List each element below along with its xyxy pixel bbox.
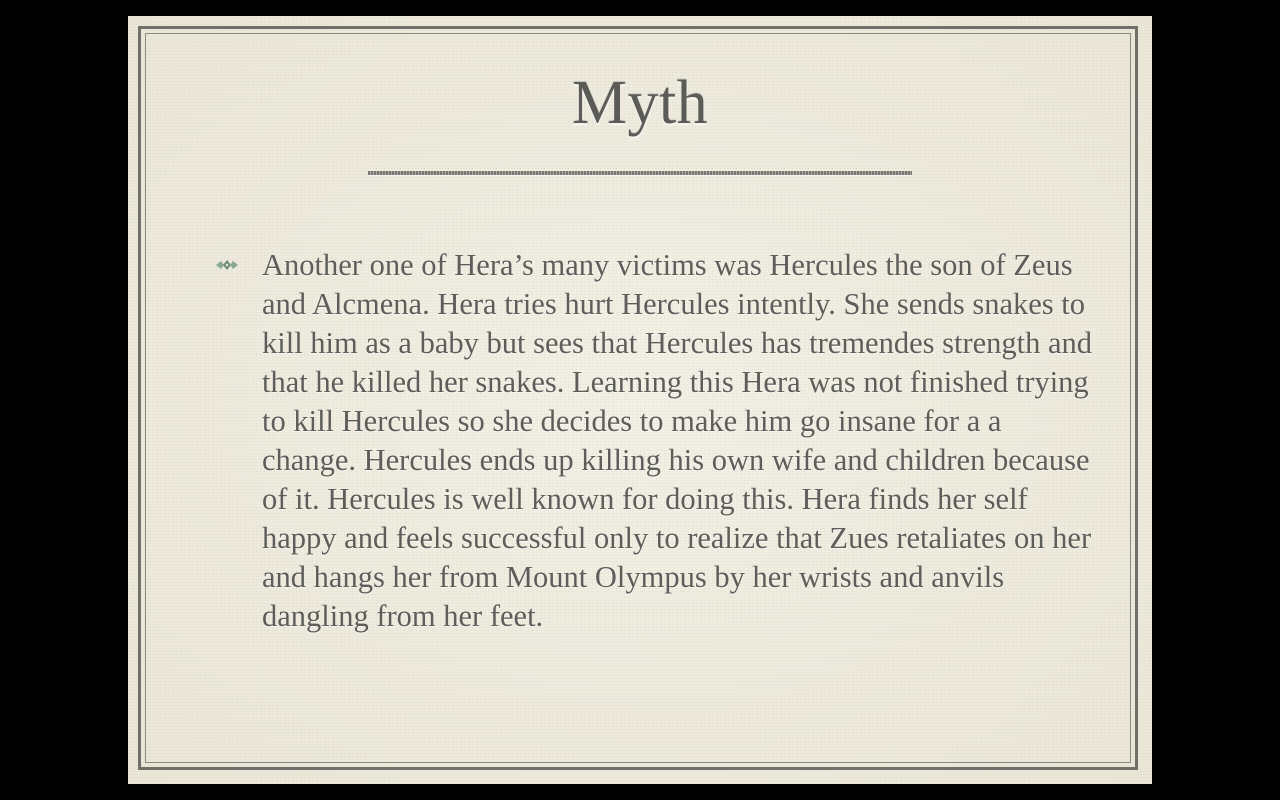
- bullet-item: [216, 246, 1096, 636]
- bullet-text: Another one of Hera’s many victims was Hercules the son of Zeus and Alcmena. Hera tries hurt Hercules intently. She sends snakes to kill him as a baby but sees that Hercules has tremendes strength and that he killed her snakes. Learning this Hera was not finished trying to kill Hercules so she decides to make him go insane for a a change. Hercules ends up killing his own wife and children because of it. Hercules is well known for doing this. Hera finds her self happy and feels successful only to realize that Zues retaliates on her and hangs her from Mount Olympus by her wrists and anvils dangling from her feet.: [262, 248, 1093, 633]
- bullet-list: [216, 246, 1096, 636]
- slide[interactable]: [128, 16, 1152, 784]
- fleuron-bullet-icon: [216, 258, 238, 272]
- title-divider: [368, 171, 912, 175]
- slide-title: Myth: [571, 69, 709, 137]
